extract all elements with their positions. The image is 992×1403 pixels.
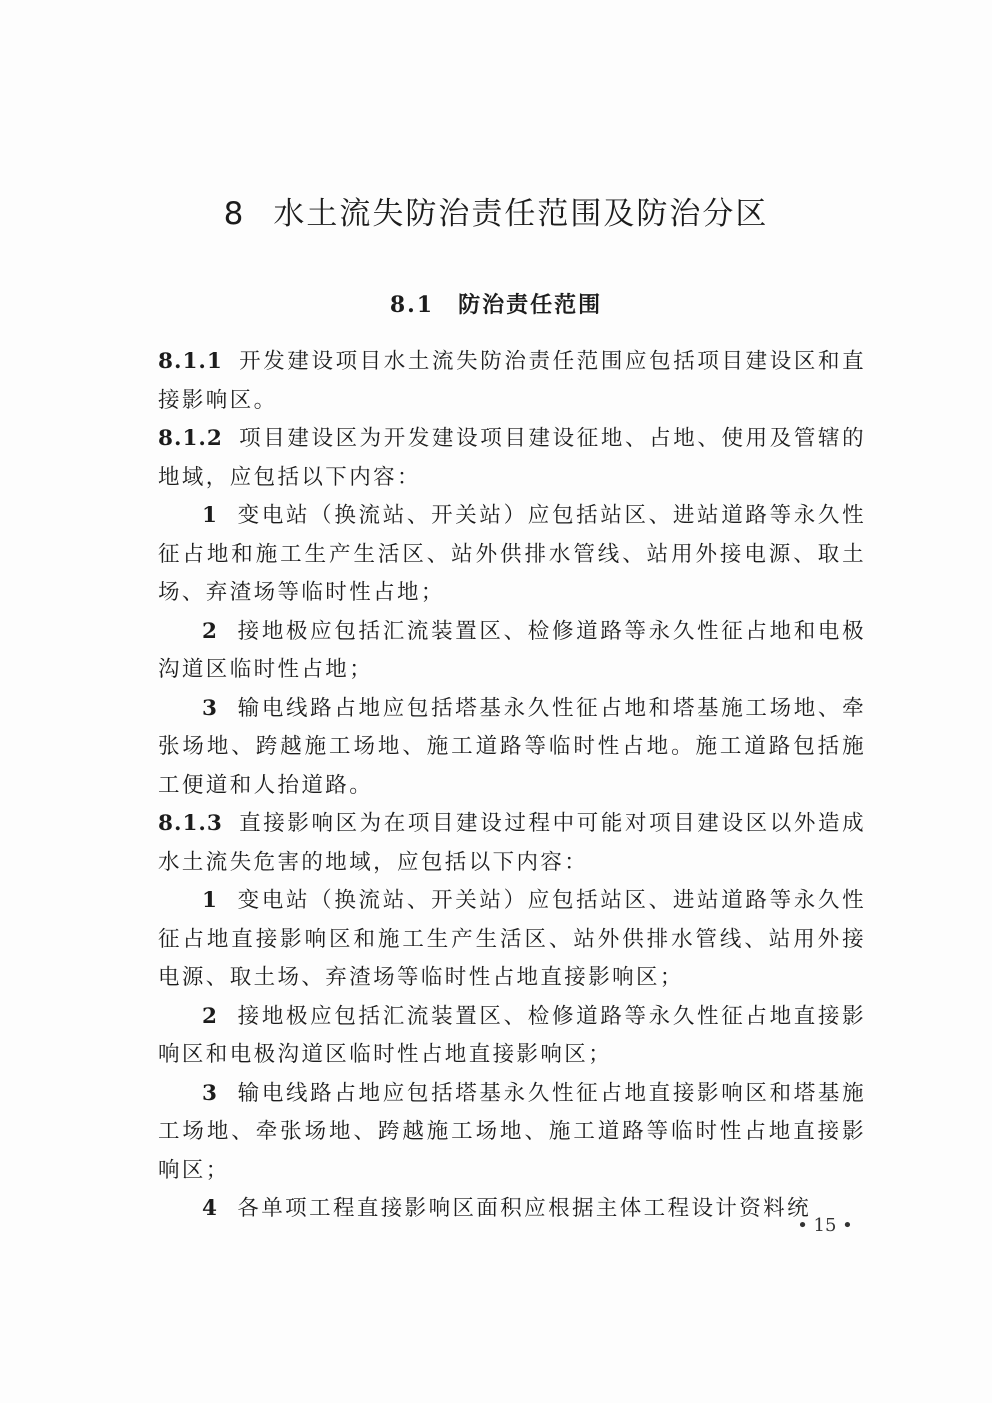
list-item [158, 1190, 866, 1229]
list-item [158, 1075, 866, 1191]
item-number: 3 [202, 1080, 220, 1106]
clause-paragraph [158, 805, 866, 882]
section-number: 8.1 [389, 292, 435, 318]
item-text: 输电线路占地应包括塔基永久性征占地和塔基施工场地、牵张场地、跨越施工场地、施工道路等临时性占地。施工道路包括施工便道和人抬道路。 [158, 695, 866, 798]
list-item [158, 882, 866, 998]
item-number: 2 [202, 1003, 220, 1029]
section-title-text: 防治责任范围 [458, 293, 603, 318]
document-body [158, 343, 866, 1229]
clause-paragraph [158, 343, 866, 420]
clause-number: 8.1.2 [158, 426, 223, 451]
list-item [158, 497, 866, 613]
item-text: 接地极应包括汇流装置区、检修道路等永久性征占地和电极沟道区临时性占地； [158, 618, 866, 682]
list-item [158, 690, 866, 806]
item-number: 1 [202, 503, 220, 528]
list-item [158, 613, 866, 690]
clause-text: 项目建设区为开发建设项目建设征地、占地、使用及管辖的地域，应包括以下内容： [158, 426, 866, 490]
item-number: 3 [202, 695, 220, 721]
item-text: 接地极应包括汇流装置区、检修道路等永久性征占地直接影响区和电极沟道区临时性占地直接影响区； [158, 1003, 866, 1067]
item-number: 4 [202, 1196, 220, 1221]
chapter-number: 8 [223, 196, 246, 232]
list-item [158, 998, 866, 1075]
item-text: 各单项工程直接影响区面积应根据主体工程设计资料统 [237, 1196, 811, 1221]
section-title [0, 288, 992, 319]
item-number: 1 [202, 888, 220, 913]
clause-text: 直接影响区为在项目建设过程中可能对项目建设区以外造成水土流失危害的地域，应包括以下内容： [158, 811, 866, 875]
chapter-title-text: 水土流失防治责任范围及防治分区 [273, 196, 769, 232]
item-text: 输电线路占地应包括塔基永久性征占地直接影响区和塔基施工场地、牵张场地、跨越施工场地、施工道路等临时性占地直接影响区； [158, 1080, 866, 1183]
item-text: 变电站（换流站、开关站）应包括站区、进站道路等永久性征占地和施工生产生活区、站外供排水管线、站用外接电源、取土场、弃渣场等临时性占地； [158, 503, 866, 605]
chapter-title [0, 188, 992, 233]
page-number: • 15 • [797, 1215, 853, 1236]
clause-number: 8.1.1 [158, 349, 223, 374]
item-number: 2 [202, 618, 220, 644]
item-text: 变电站（换流站、开关站）应包括站区、进站道路等永久性征占地直接影响区和施工生产生活区、站外供排水管线、站用外接电源、取土场、弃渣场等临时性占地直接影响区； [158, 888, 866, 990]
clause-paragraph [158, 420, 866, 497]
clause-text: 开发建设项目水土流失防治责任范围应包括项目建设区和直接影响区。 [158, 349, 866, 413]
clause-number: 8.1.3 [158, 811, 223, 836]
